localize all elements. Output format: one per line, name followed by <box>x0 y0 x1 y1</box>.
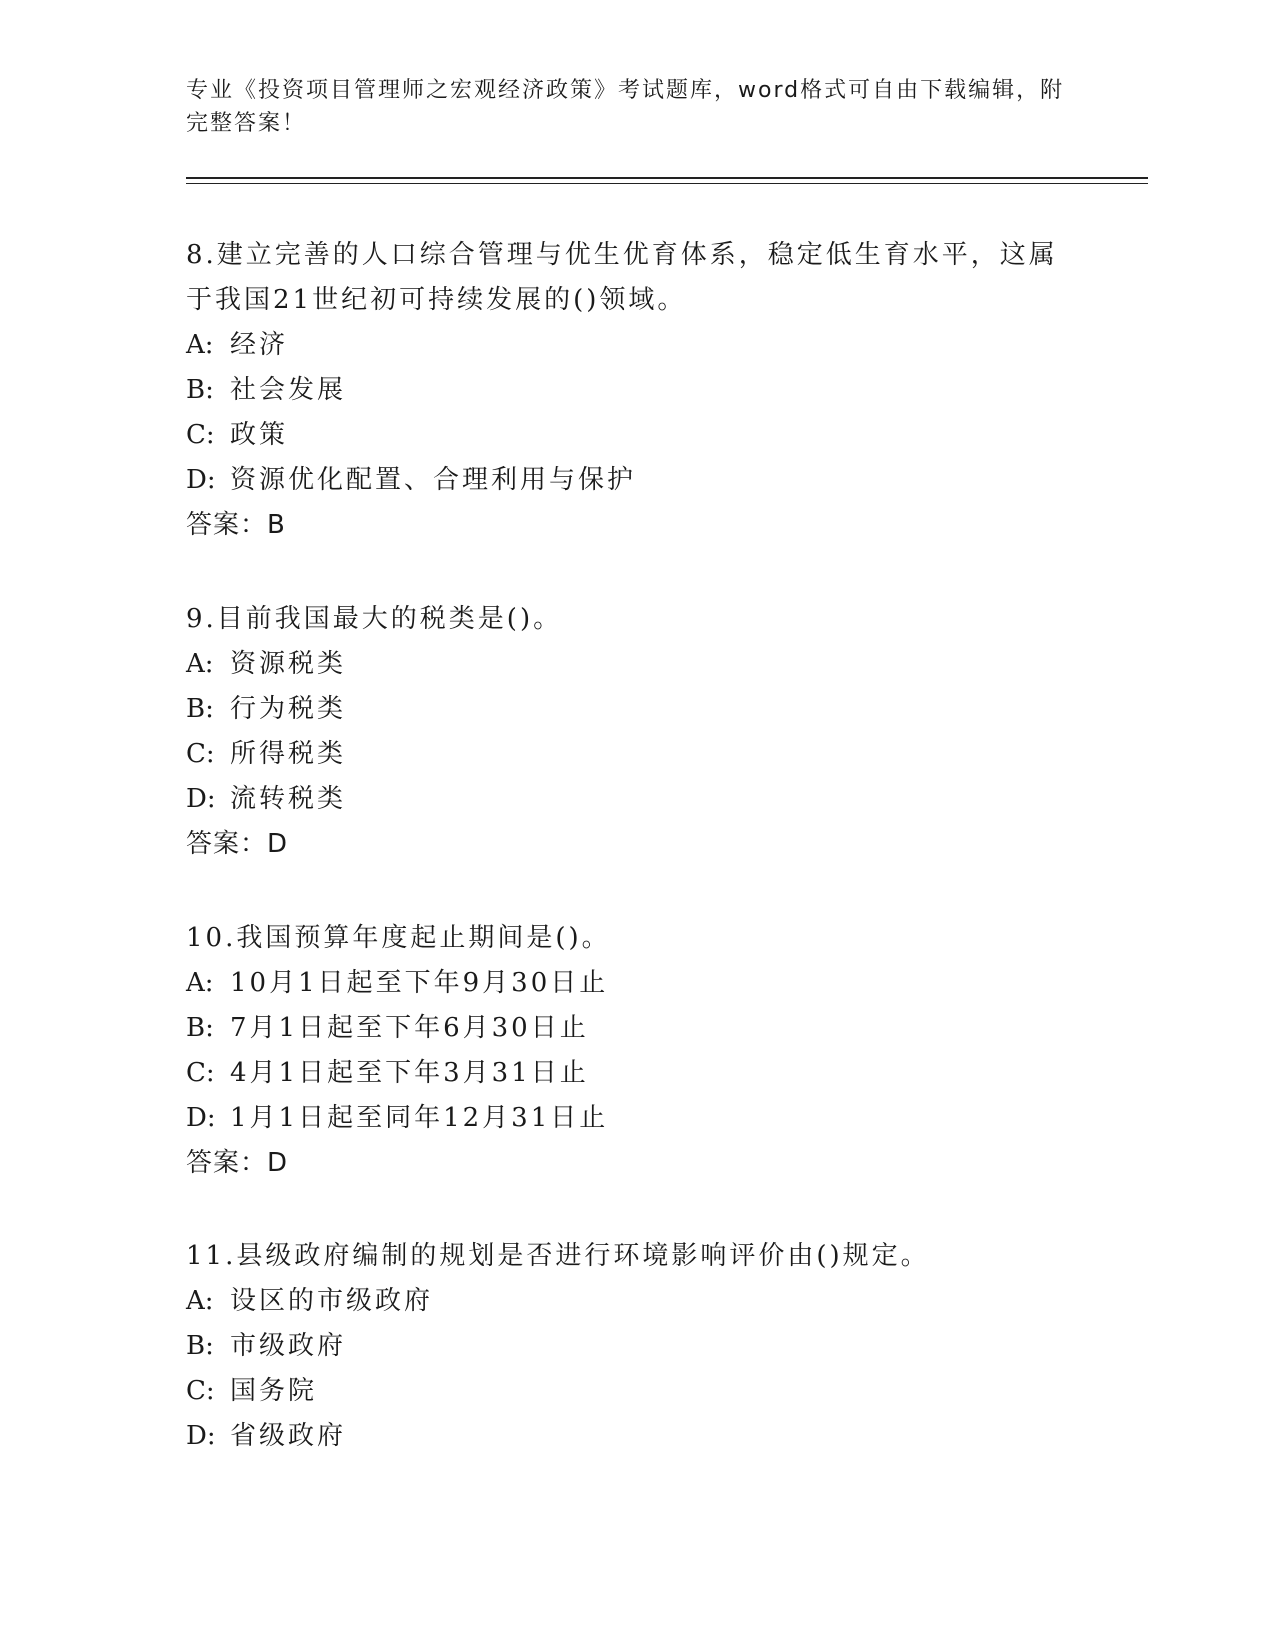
option-letter: D: <box>186 1421 216 1451</box>
option-text: 设区的市级政府 <box>230 1286 434 1316</box>
header-divider-thin <box>186 183 1148 184</box>
question-11 <box>186 1234 1086 1459</box>
option-text: 国务院 <box>230 1376 318 1406</box>
option-text: 10月1日起至下年9月30日止 <box>230 968 609 998</box>
option-letter: B: <box>186 375 214 405</box>
option-text: 1月1日起至同年12月31日止 <box>230 1103 609 1133</box>
question-stem: 9.目前我国最大的税类是()。 <box>186 604 563 634</box>
option-letter: C: <box>186 1058 215 1088</box>
option-letter: D: <box>186 784 216 814</box>
option-letter: A: <box>186 330 214 360</box>
option-text: 省级政府 <box>230 1421 347 1451</box>
option-text: 政策 <box>230 420 289 450</box>
option-letter: B: <box>186 1013 214 1043</box>
answer-line: 答案：D <box>186 1148 289 1178</box>
option-text: 资源税类 <box>230 649 347 679</box>
option-letter: C: <box>186 1376 215 1406</box>
option-text: 所得税类 <box>230 739 347 769</box>
option-b <box>186 1006 1086 1051</box>
option-c <box>186 1369 1086 1414</box>
option-c <box>186 413 1086 458</box>
question-stem: 11.县级政府编制的规划是否进行环境影响评价由()规定。 <box>186 1241 930 1271</box>
option-letter: A: <box>186 968 214 998</box>
option-a <box>186 642 1086 687</box>
option-a <box>186 961 1086 1006</box>
option-text: 社会发展 <box>230 375 347 405</box>
question-8 <box>186 233 1086 548</box>
option-letter: A: <box>186 649 214 679</box>
option-letter: D: <box>186 465 216 495</box>
option-letter: A: <box>186 1286 214 1316</box>
option-text: 经济 <box>230 330 289 360</box>
option-b <box>186 368 1086 413</box>
header-divider-thick <box>186 177 1148 179</box>
option-b <box>186 687 1086 732</box>
option-letter: C: <box>186 420 215 450</box>
option-letter: D: <box>186 1103 216 1133</box>
answer-line: 答案：B <box>186 510 286 540</box>
option-d <box>186 1096 1086 1141</box>
document-intro: 专业《投资项目管理师之宏观经济政策》考试题库，word格式可自由下载编辑，附完整答案！ <box>186 78 1065 136</box>
option-d <box>186 1414 1086 1459</box>
question-stem: 8.建立完善的人口综合管理与优生优育体系，稳定低生育水平，这属于我国21世纪初可持续发展的()领域。 <box>186 240 1058 315</box>
option-a <box>186 1279 1086 1324</box>
answer-line: 答案：D <box>186 829 289 859</box>
option-text: 流转税类 <box>230 784 347 814</box>
question-stem: 10.我国预算年度起止期间是()。 <box>186 923 611 953</box>
option-text: 市级政府 <box>230 1331 347 1361</box>
question-9 <box>186 597 1086 867</box>
option-text: 7月1日起至下年6月30日止 <box>230 1013 589 1043</box>
option-letter: C: <box>186 739 215 769</box>
option-a <box>186 323 1086 368</box>
option-b <box>186 1324 1086 1369</box>
option-text: 资源优化配置、合理利用与保护 <box>230 465 637 495</box>
option-d <box>186 458 1086 503</box>
option-text: 4月1日起至下年3月31日止 <box>230 1058 589 1088</box>
question-10 <box>186 916 1086 1186</box>
option-c <box>186 732 1086 777</box>
option-d <box>186 777 1086 822</box>
option-letter: B: <box>186 1331 214 1361</box>
option-letter: B: <box>186 694 214 724</box>
option-text: 行为税类 <box>230 694 347 724</box>
option-c <box>186 1051 1086 1096</box>
